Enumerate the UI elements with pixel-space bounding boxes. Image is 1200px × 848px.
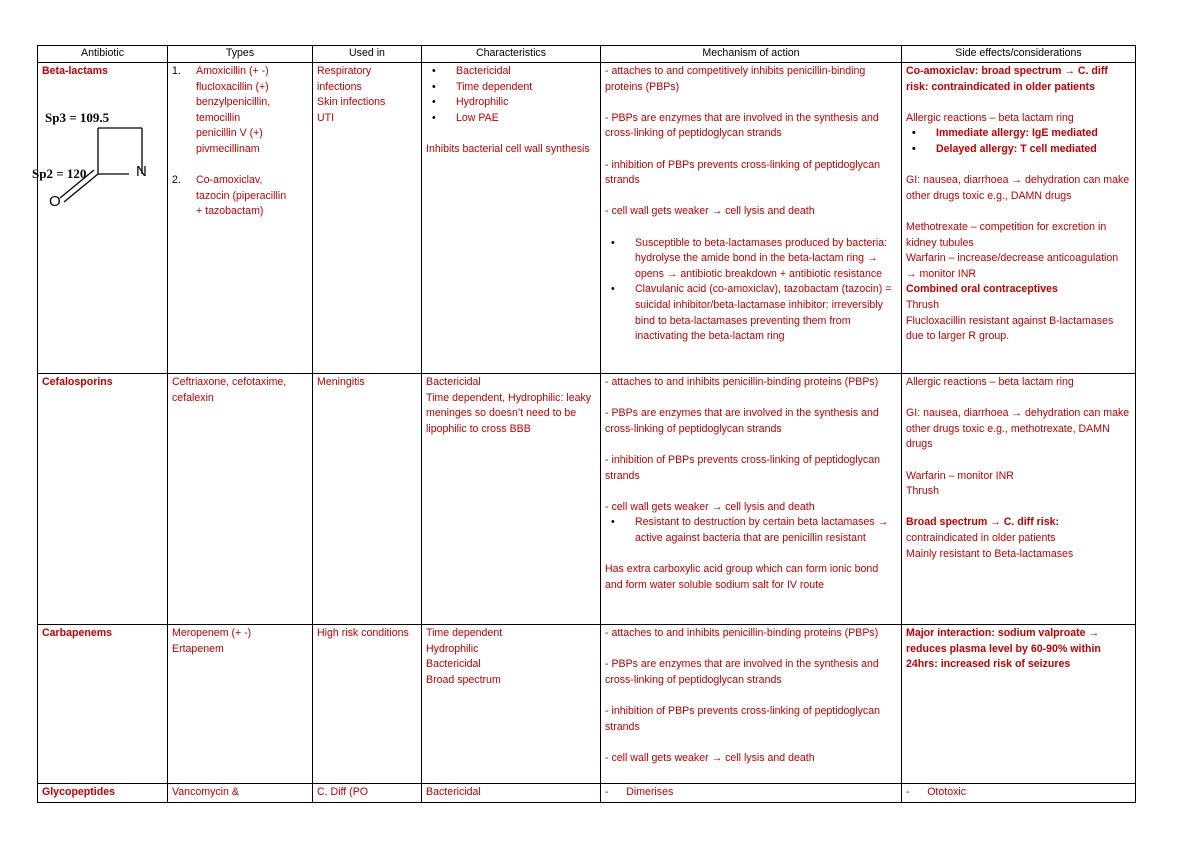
mechanism-text: - attaches to and inhibits penicillin-binding proteins (PBPs) (605, 627, 879, 639)
list-item: • Susceptible to beta-lactamases produced by bacteria: hydrolyse the amide bond in the beta-lactam ring → opens → antibiotic breakdown + antibiotic resistance (625, 236, 897, 283)
mechanism-text: - attaches to and competitively inhibits penicillin-binding proteins (PBPs) (605, 65, 866, 93)
list-item: • Hydrophilic (446, 95, 596, 111)
type-item: Ertapenem (172, 642, 224, 655)
cell-types (168, 784, 313, 803)
used-in-item: C. Diff (PO (317, 786, 369, 798)
side-effect-text: Combined oral contraceptives (906, 283, 1058, 296)
side-effect-text: Warfarin – monitor INR (906, 469, 1014, 482)
characteristic-item: Time dependent, Hydrophilic: leaky meninges so doesn’t need to be lipophilic to cross BBB (426, 391, 592, 435)
side-effect-text: Major interaction: sodium valproate → reduces plasma level by 60-90% within 24hrs: increased risk of seizures (906, 627, 1101, 671)
list-item: • Low PAE (446, 111, 596, 127)
characteristic-item: Hydrophilic (426, 642, 479, 655)
type-item: Amoxicillin (+ -) (196, 65, 269, 77)
header-antibiotic: Antibiotic (38, 46, 168, 63)
characteristic-item: Broad spectrum (426, 673, 501, 686)
antibiotic-name: Carbapenems (42, 627, 113, 639)
type-item: pivmecillinam (196, 142, 260, 155)
side-effect-text: Broad spectrum → C. diff risk: (906, 516, 1060, 529)
mechanism-text: Has extra carboxylic acid group which can form ionic bond and form water soluble sodium salt for IV route (605, 563, 879, 591)
used-in-item: Skin infections (317, 96, 386, 109)
side-effect-text: - Ototoxic (906, 786, 967, 798)
side-effect-text: GI: nausea, diarrhoea → dehydration can make other drugs toxic e.g., DAMN drugs (906, 174, 1130, 202)
cell-used-in (313, 784, 422, 803)
cell-types (168, 625, 313, 784)
used-in-item: High risk conditions (317, 627, 409, 639)
characteristic-item: Bactericidal (426, 786, 481, 798)
antibiotic-name: Glycopeptides (42, 786, 115, 798)
list-number: 2. (172, 174, 181, 187)
side-effect-text: Thrush (906, 298, 939, 311)
mechanism-text: - cell wall gets weaker → cell lysis and death (605, 751, 815, 764)
sp2-label: Sp2 = 120 (32, 165, 87, 181)
mechanism-list (605, 236, 897, 345)
characteristics-note: Inhibits bacterial cell wall synthesis (426, 142, 590, 155)
mechanism-text: - attaches to and inhibits penicillin-binding proteins (PBPs) (605, 376, 879, 388)
characteristic-item: Bactericidal (426, 658, 481, 671)
beta-lactam-ring-diagram (32, 82, 162, 210)
side-effect-text: contraindicated in older patients (906, 531, 1056, 544)
list-item: • Bactericidal (446, 64, 596, 80)
types-group-2 (172, 173, 308, 220)
list-item: • Immediate allergy: IgE mediated (926, 126, 1131, 142)
side-effect-text: Warfarin – increase/decrease anticoagulation → monitor INR (906, 252, 1119, 280)
cell-mechanism (601, 625, 902, 784)
type-item: temocillin (196, 111, 241, 124)
antibiotic-name: Cefalosporins (42, 376, 113, 388)
cell-characteristics (422, 625, 601, 784)
mechanism-text: - inhibition of PBPs prevents cross-linking of peptidoglycan strands (605, 453, 880, 482)
type-item: penicillin V (+) (196, 127, 263, 140)
mechanism-text: - cell wall gets weaker → cell lysis and death (605, 205, 815, 218)
header-mechanism: Mechanism of action (601, 46, 902, 63)
cell-used-in (313, 374, 422, 625)
mechanism-text: - inhibition of PBPs prevents cross-linking of peptidoglycan strands (605, 704, 880, 733)
side-effect-text: Thrush (906, 485, 939, 498)
mechanism-text: - Dimerises (605, 786, 674, 798)
list-number: 1. (172, 65, 181, 77)
nitrogen-label: N (136, 162, 147, 180)
side-effect-text: Mainly resistant to Beta-lactamases (906, 547, 1074, 560)
used-in-item: infections (317, 80, 362, 93)
header-types: Types (168, 46, 313, 63)
antibiotic-name: Beta-lactams (42, 65, 108, 77)
cell-used-in (313, 625, 422, 784)
cell-antibiotic (38, 374, 168, 625)
characteristic-item: Time dependent (426, 627, 503, 639)
allergy-list (906, 126, 1131, 157)
used-in-item: UTI (317, 111, 335, 124)
type-item: Meropenem (+ -) (172, 627, 252, 639)
characteristic-item: Bactericidal (426, 376, 481, 388)
type-item: tazocin (piperacillin (196, 189, 287, 202)
side-effect-text: Allergic reactions – beta lactam ring (906, 376, 1074, 388)
side-effect-text: Allergic reactions – beta lactam ring (906, 111, 1074, 124)
type-item: Ceftriaxone, cefotaxime, cefalexin (172, 376, 287, 404)
list-item: • Clavulanic acid (co-amoxiclav), tazobactam (tazocin) = suicidal inhibitor/beta-lactamase inhibitor: irreversibly bind to beta-lactamases preventing them from inactivating the beta-lactam ring (625, 282, 897, 344)
mechanism-text: - PBPs are enzymes that are involved in the synthesis and cross-linking of peptidoglycan strands (605, 407, 879, 435)
table-row-glycopeptides (38, 784, 1136, 803)
list-item: • Delayed allergy: T cell mediated (926, 142, 1131, 158)
cell-side-effects (902, 374, 1136, 625)
cell-antibiotic (38, 625, 168, 784)
list-item: • Resistant to destruction by certain beta lactamases → active against bacteria that are penicillin resistant (625, 515, 897, 546)
table-row-carbapenems (38, 625, 1136, 784)
mechanism-text: - PBPs are enzymes that are involved in the synthesis and cross-linking of peptidoglycan strands (605, 658, 879, 686)
side-effect-text: Methotrexate – competition for excretion in kidney tubules (906, 220, 1107, 249)
table-row-beta-lactams (38, 63, 1136, 374)
cell-side-effects (902, 625, 1136, 784)
type-item: Co-amoxiclav, (196, 174, 263, 187)
beta-lactam-ring-drawing (42, 82, 162, 207)
mechanism-text: - cell wall gets weaker → cell lysis and death (605, 500, 815, 513)
used-in-item: Meningitis (317, 376, 365, 388)
side-effect-text: Flucloxacillin resistant against B-lactamases due to larger R group. (906, 314, 1114, 343)
mechanism-list (605, 515, 897, 546)
cell-mechanism (601, 374, 902, 625)
type-item: + tazobactam) (196, 205, 264, 218)
side-effect-text: Co-amoxiclav: broad spectrum → C. diff risk: contraindicated in older patients (906, 65, 1108, 93)
cell-characteristics (422, 784, 601, 803)
oxygen-label: O (49, 192, 61, 210)
list-item: • Time dependent (446, 80, 596, 96)
cell-characteristics (422, 63, 601, 374)
cell-used-in (313, 63, 422, 374)
type-item: flucloxacillin (+) (196, 80, 269, 93)
header-characteristics: Characteristics (422, 46, 601, 63)
used-in-item: Respiratory (317, 65, 372, 77)
antibiotics-table-sheet (32, 45, 1135, 803)
cell-side-effects (902, 784, 1136, 803)
table-row-cefalosporins (38, 374, 1136, 625)
header-used-in: Used in (313, 46, 422, 63)
type-item: Vancomycin & (172, 786, 239, 798)
cell-characteristics (422, 374, 601, 625)
cell-types (168, 63, 313, 374)
header-side-effects: Side effects/considerations (902, 46, 1136, 63)
characteristics-list (426, 64, 596, 126)
cell-mechanism (601, 784, 902, 803)
type-item: benzylpenicillin, (196, 96, 271, 109)
side-effect-text: GI: nausea, diarrhoea → dehydration can make other drugs toxic e.g., methotrexate, DAMN drugs (906, 407, 1130, 451)
cell-antibiotic (32, 63, 168, 374)
header-row (38, 46, 1136, 63)
antibiotics-table (32, 45, 1136, 803)
mechanism-text: - inhibition of PBPs prevents cross-linking of peptidoglycan strands (605, 158, 880, 187)
sp3-label: Sp3 = 109.5 (45, 109, 110, 125)
types-group-1 (172, 64, 308, 158)
mechanism-text: - PBPs are enzymes that are involved in the synthesis and cross-linking of peptidoglycan strands (605, 111, 879, 140)
cell-mechanism (601, 63, 902, 374)
cell-side-effects (902, 63, 1136, 374)
cell-types (168, 374, 313, 625)
cell-antibiotic (38, 784, 168, 803)
